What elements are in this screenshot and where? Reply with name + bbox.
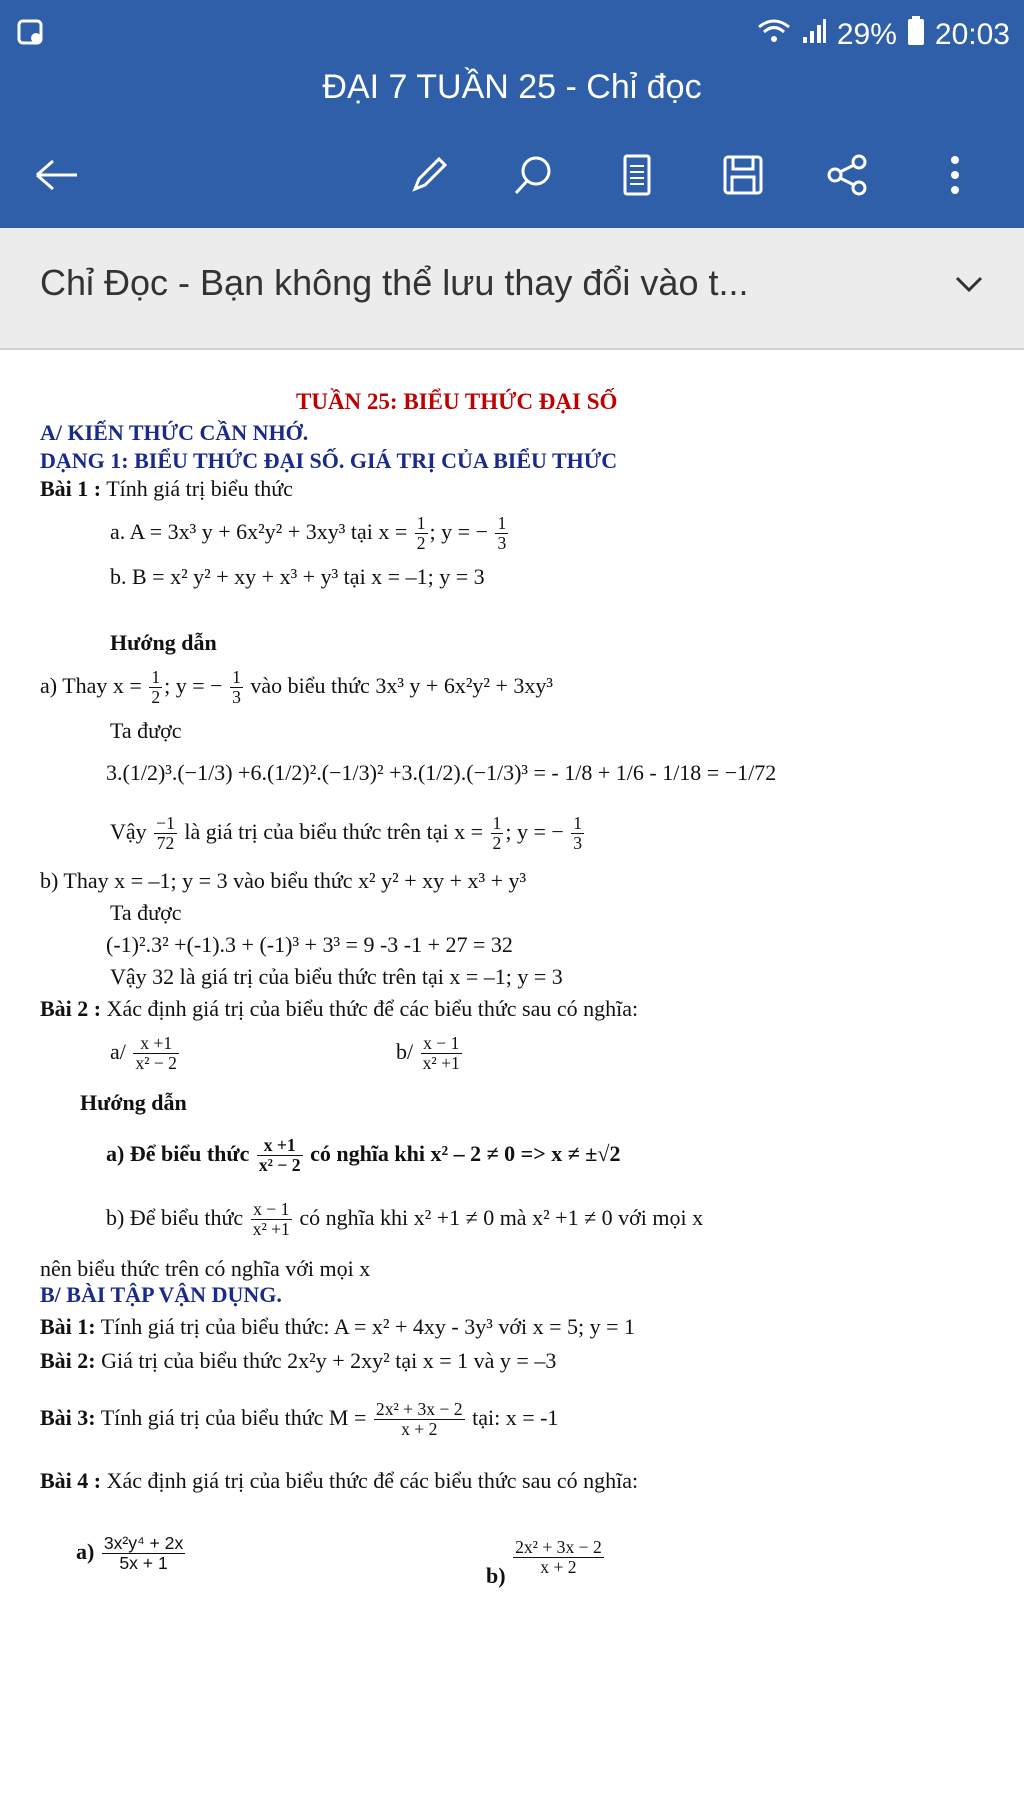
hd2-b-line: b) Để biểu thức $\frac{x - 1}{\text{x² +1}}$ có nghĩa khi x² +1 ≠ 0 mà x² +1 ≠ 0 với mọi x bbox=[106, 1199, 704, 1240]
wifi-icon bbox=[757, 17, 791, 53]
bai2-heading bbox=[40, 996, 638, 1022]
vay-b-line: Vậy 32 là giá trị của biểu thức trên tại x = –1; y = 3 bbox=[110, 964, 563, 989]
ex4-label: Bài 4 : bbox=[40, 1468, 102, 1493]
bai2-part-b: b/ $\frac{x - 1}{\text{x² +1}}$ bbox=[396, 1033, 460, 1074]
more-options-icon[interactable] bbox=[930, 150, 980, 200]
ex1-text: Tính giá trị của biểu thức: A = x² + 4xy - 3y³ với x = 5; y = 1 bbox=[100, 1314, 635, 1339]
ex3-label: Bài 3: bbox=[40, 1404, 96, 1430]
bai2-b-label: b/ bbox=[396, 1038, 414, 1064]
sol-b-expr: x² y² + xy + x³ + y³ bbox=[358, 868, 527, 893]
document-title: ĐẠI 7 TUẦN 25 - Chỉ đọc bbox=[322, 68, 702, 106]
bai1-part-b: b. B = x² y² + xy + x³ + y³ tại x = –1; y = 3 bbox=[110, 564, 485, 589]
status-bar bbox=[0, 14, 1024, 54]
search-icon[interactable] bbox=[508, 150, 558, 200]
vay-a-lead: Vậy bbox=[110, 818, 147, 844]
bai2-a-label: a/ bbox=[110, 1038, 126, 1064]
bai1-a-text: a. A = 3x³ y + 6x²y² + 3xy³ tại bbox=[110, 518, 373, 544]
ex2-label: Bài 2: bbox=[40, 1348, 96, 1373]
bai2-part-a: a/ $\frac{x +1}{\text{x² − 2}}$ bbox=[110, 1033, 177, 1074]
solution-b-line bbox=[40, 868, 526, 894]
reading-view-icon[interactable] bbox=[612, 150, 662, 200]
ex4-text: Xác định giá trị của biểu thức để các biểu thức sau có nghĩa: bbox=[106, 1468, 639, 1493]
battery-icon bbox=[907, 16, 925, 54]
guide-heading-2: Hướng dẫn bbox=[80, 1090, 187, 1115]
sol-b-cond: x = –1; y = 3 bbox=[114, 868, 228, 893]
banner-text: Chỉ Đọc - Bạn không thể lưu thay đổi vào t... bbox=[40, 262, 749, 303]
bai1-heading bbox=[40, 476, 293, 502]
exercise-1 bbox=[40, 1314, 635, 1340]
ta-duoc-b: Ta được bbox=[110, 900, 182, 925]
bai2-text: Xác định giá trị của biểu thức để các biểu thức sau có nghĩa: bbox=[106, 996, 639, 1021]
vay-a-line: Vậy $\frac{-1}{72}$ là giá trị của biểu thức trên tại x = $\frac{1}{2}$ ; y = − $\frac{1}{3}$ bbox=[110, 813, 583, 854]
ta-duoc-a: Ta được bbox=[110, 718, 182, 743]
sol-a-lead: a) Thay bbox=[40, 672, 108, 698]
ex1-label: Bài 1: bbox=[40, 1314, 96, 1339]
exercise-4-a: a) $\frac{\text{3x²y⁴ + 2x}}{5x + 1}$ bbox=[76, 1533, 184, 1574]
bai1-label: Bài 1 : bbox=[40, 476, 102, 501]
edit-pencil-icon[interactable] bbox=[404, 150, 454, 200]
ex2-text: Giá trị của biểu thức 2x²y + 2xy² tại x = 1 và y = –3 bbox=[101, 1348, 557, 1373]
document-page bbox=[0, 348, 1024, 1820]
doc-title: TUẦN 25: BIỂU THỨC ĐẠI SỐ bbox=[296, 389, 618, 414]
ex3-text: Tính giá trị của biểu thức M = bbox=[100, 1404, 367, 1430]
guide-heading: Hướng dẫn bbox=[110, 630, 217, 655]
solution-a-line: a) Thay x = $\frac{1}{2}$ ; y = − $\frac{1}{3}$ vào biểu thức 3x³ y + 6x²y² + 3xy³ bbox=[40, 667, 554, 708]
toolbar bbox=[0, 140, 1024, 210]
ex4-a-label: a) bbox=[76, 1538, 95, 1564]
back-arrow-icon[interactable] bbox=[32, 150, 82, 200]
app-bar bbox=[0, 0, 1024, 228]
exercise-2 bbox=[40, 1348, 556, 1374]
save-icon[interactable] bbox=[718, 150, 768, 200]
exercise-4 bbox=[40, 1468, 638, 1494]
read-only-banner[interactable] bbox=[0, 228, 1024, 350]
signal-icon bbox=[801, 17, 827, 53]
sol-a-expr: 3x³ y + 6x²y² + 3xy³ bbox=[375, 672, 554, 698]
clock: 20:03 bbox=[934, 18, 1010, 51]
section-a-heading: A/ KIẾN THỨC CẦN NHỚ. bbox=[40, 420, 309, 445]
hd2-a-tail: có nghĩa khi x² – 2 ≠ 0 => x ≠ ±√2 bbox=[310, 1140, 621, 1166]
hd2-conclusion: nên biểu thức trên có nghĩa với mọi x bbox=[40, 1256, 371, 1281]
chevron-down-icon[interactable] bbox=[954, 274, 984, 299]
bai2-label: Bài 2 : bbox=[40, 996, 102, 1021]
hd2-b-lead: b) Để biểu thức bbox=[106, 1204, 244, 1230]
sol-a-mid: vào biểu thức bbox=[250, 672, 370, 698]
vay-a-mid: là giá trị của biểu thức trên tại bbox=[184, 818, 449, 844]
battery-level: 29% bbox=[836, 18, 897, 51]
share-icon[interactable] bbox=[822, 150, 872, 200]
hd2-b-tail: có nghĩa khi x² +1 ≠ 0 mà x² +1 ≠ 0 với mọi x bbox=[299, 1204, 704, 1230]
section-b-heading: B/ BÀI TẬP VẬN DỤNG. bbox=[40, 1282, 282, 1307]
hd2-a-line: a) Để biểu thức $\frac{x +1}{\text{x² − 2}}$ có nghĩa khi x² – 2 ≠ 0 => x ≠ ±√2 bbox=[106, 1135, 621, 1176]
sol-b-mid: vào biểu thức bbox=[233, 868, 353, 893]
solution-a-calc: 3.(1/2)³.(−1/3) +6.(1/2)².(−1/3)² +3.(1/2).(−1/3)³ = - 1/8 + 1/6 - 1/18 = −1/72 bbox=[106, 760, 777, 785]
exercise-4-b: b) $\frac{\text{2x² + 3x − 2}}{x + 2}$ bbox=[486, 1537, 602, 1588]
sol-b-lead: b) Thay bbox=[40, 868, 109, 893]
hd2-a-lead: a) Để biểu thức bbox=[106, 1140, 250, 1166]
ex3-tail: tại: x = -1 bbox=[472, 1404, 559, 1430]
ex4-b-label: b) bbox=[486, 1562, 506, 1588]
bai1-part-a: a. A = 3x³ y + 6x²y² + 3xy³ tại x = $\frac{1}{2}$ ; y = − $\frac{1}{3}$ bbox=[110, 513, 507, 554]
notification-icon bbox=[16, 18, 46, 56]
dang1-heading: DẠNG 1: BIỂU THỨC ĐẠI SỐ. GIÁ TRỊ CỦA BIỂU THỨC bbox=[40, 448, 618, 473]
bai1-text: Tính giá trị biểu thức bbox=[106, 476, 293, 501]
solution-b-calc: (-1)².3² +(-1).3 + (-1)³ + 3³ = 9 -3 -1 + 27 = 32 bbox=[106, 932, 513, 957]
exercise-3: Bài 3: Tính giá trị của biểu thức M = $\frac{\text{2x² + 3x − 2}}{x + 2}$ tại: x = -1 bbox=[40, 1399, 559, 1440]
